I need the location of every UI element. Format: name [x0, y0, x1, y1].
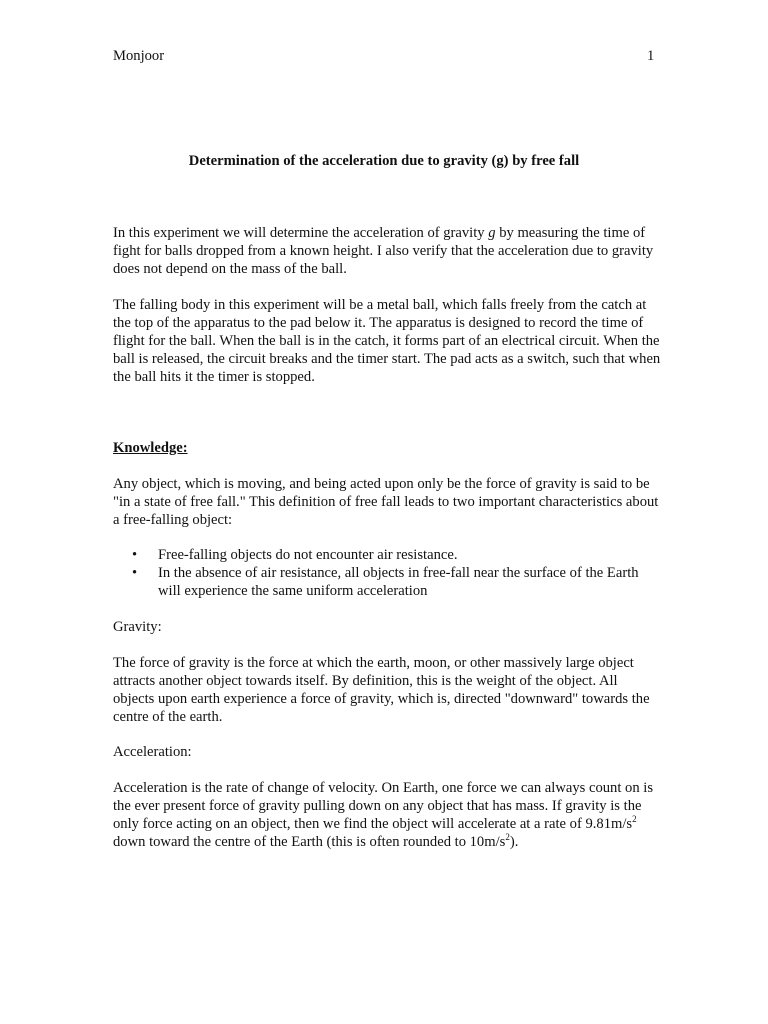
- symbol-g: g: [488, 225, 496, 241]
- header-page-number: 1: [647, 48, 655, 64]
- intro-paragraph-2: The falling body in this experiment will be a metal ball, which falls freely from the catch at the top of the apparatus to the pad below it. The apparatus is designed to record the time of flight for the ball. When the ball is in the catch, it forms part of an electrical circuit. When the ball is released, the circuit breaks and the timer start. The pad acts as a switch, such that when the ball hits it the timer is stopped.: [113, 297, 661, 385]
- acceleration-label: Acceleration:: [113, 744, 192, 760]
- document-title: Determination of the acceleration due to gravity (g) by free fall: [188, 153, 580, 169]
- knowledge-bullet-list: [113, 546, 661, 600]
- header-author: Monjoor: [113, 48, 165, 64]
- bullet-icon: •: [132, 547, 138, 563]
- knowledge-heading: Knowledge:: [113, 440, 188, 456]
- gravity-paragraph: The force of gravity is the force at which the earth, moon, or other massively large object attracts another object towards itself. By definition, this is the weight of the object. All objects upon earth experience a force of gravity, which is, directed "downward" towards the centre of the earth.: [113, 655, 650, 725]
- list-item: • In the absence of air resistance, all objects in free-fall near the surface of the Earth will experience the same uniform acceleration: [132, 565, 639, 599]
- bullet-icon: •: [132, 565, 138, 581]
- acceleration-paragraph: Acceleration is the rate of change of velocity. On Earth, one force we can always count on is the ever present force of gravity pulling down on any object that has mass. If gravity is the only force acting on an object, then we find the object will accelerate at a rate of $9.81m/s^2$ down toward the centre of the Earth (this is often rounded to $10m/s^2$).: [113, 780, 654, 850]
- gravity-label: Gravity:: [113, 619, 162, 635]
- knowledge-paragraph: Any object, which is moving, and being acted upon only be the force of gravity is said to be "in a state of free fall." This definition of free fall leads to two important characteristics about a free-falling object:: [113, 476, 659, 528]
- list-item: • Free-falling objects do not encounter air resistance.: [132, 547, 458, 563]
- intro-paragraph-1: In this experiment we will determine the acceleration of gravity g by measuring the time of fight for balls dropped from a known height. I also verify that the acceleration due to gravity does not depend on the mass of the ball.: [113, 225, 654, 277]
